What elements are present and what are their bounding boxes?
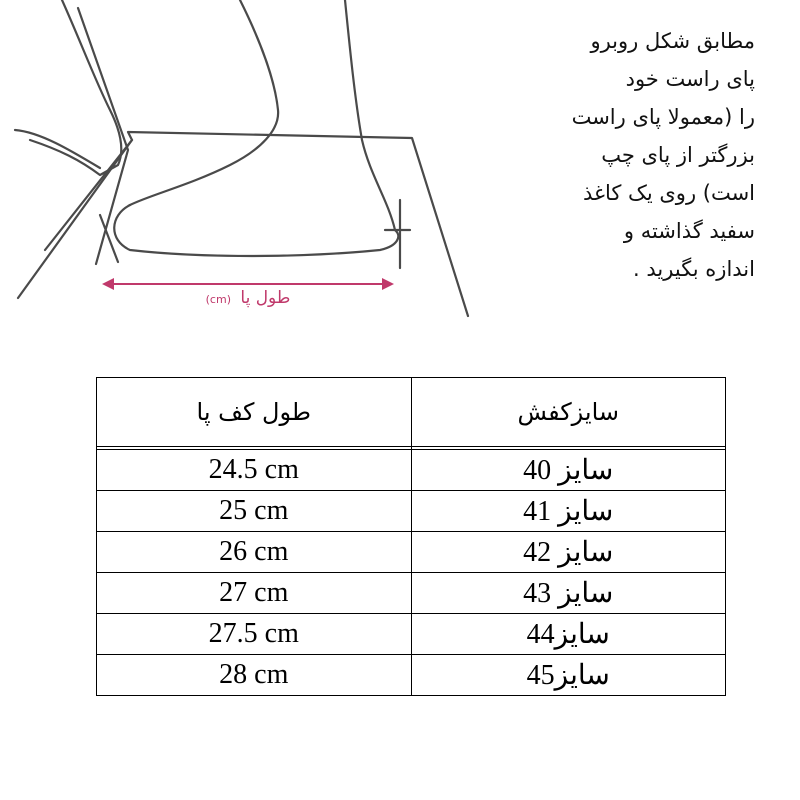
- instruction-line: سفید گذاشته و: [623, 219, 755, 243]
- foot-length-cell: 24.5 cm: [97, 450, 412, 491]
- header-shoe-size: سایزکفش: [411, 378, 726, 447]
- shoe-size-cell: سایز 42: [411, 532, 726, 573]
- table-row: [97, 532, 726, 573]
- instruction-line: است) روی یک کاغذ: [582, 181, 755, 205]
- instruction-line: پای راست خود: [625, 67, 755, 91]
- foot-measurement-illustration: [0, 0, 480, 330]
- table-row: [97, 614, 726, 655]
- finger-outline: [15, 130, 100, 168]
- paper-sheet-edge: [45, 140, 132, 250]
- shoe-size-cell: سایز45: [411, 655, 726, 696]
- foot-length-cell: 26 cm: [97, 532, 412, 573]
- leg-back-outline: [345, 0, 395, 230]
- table-header-row: [97, 378, 726, 447]
- table-row: [97, 491, 726, 532]
- instruction-line: بزرگتر از پای چپ: [601, 143, 755, 167]
- measurement-instructions: [455, 22, 755, 288]
- foot-length-label: [188, 288, 308, 308]
- foot-length-unit: (cm): [205, 293, 231, 306]
- size-chart-table: [96, 377, 726, 696]
- leg-outline: [130, 0, 278, 205]
- shoe-size-cell: سایز 43: [411, 573, 726, 614]
- hand-outline: [30, 0, 121, 175]
- foot-length-cell: 27 cm: [97, 573, 412, 614]
- foot-length-cell: 28 cm: [97, 655, 412, 696]
- foot-outline: [114, 205, 398, 256]
- shoe-size-cell: سایز 41: [411, 491, 726, 532]
- instruction-line: اندازه بگیرید .: [633, 257, 755, 281]
- instruction-line: را (معمولا پای راست: [571, 105, 755, 129]
- table-row: [97, 655, 726, 696]
- foot-length-label-text: طول پا: [240, 288, 291, 308]
- instruction-line: مطابق شکل روبرو: [590, 29, 755, 53]
- shoe-size-cell: سایز44: [411, 614, 726, 655]
- table-row: [97, 573, 726, 614]
- shoe-size-cell: سایز 40: [411, 450, 726, 491]
- foot-length-cell: 27.5 cm: [97, 614, 412, 655]
- foot-length-cell: 25 cm: [97, 491, 412, 532]
- table-row: [97, 450, 726, 491]
- header-foot-length: طول کف پا: [97, 378, 412, 447]
